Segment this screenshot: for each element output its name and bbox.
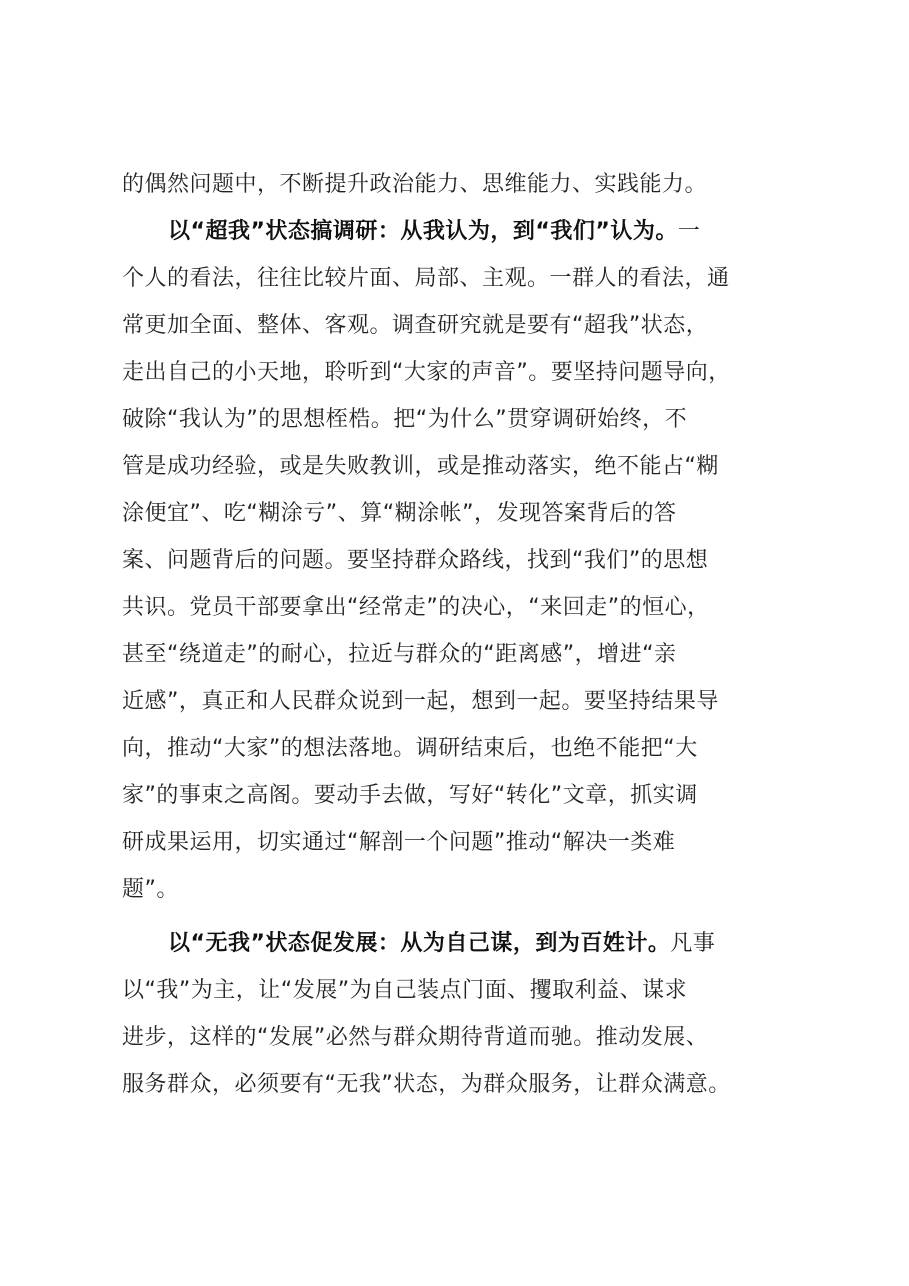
text-line (122, 968, 812, 1014)
text-line (122, 820, 812, 866)
text-line (122, 303, 812, 349)
line-text: 一 (677, 219, 701, 244)
text-line (122, 162, 812, 208)
line-text: 研成果运用，切实通过“解剖一个问题”推动“解决一类难 (122, 830, 676, 855)
text-line (122, 773, 812, 819)
text-line (122, 350, 812, 396)
line-text: 案、问题背后的问题。要坚持群众路线，找到“我们”的思想 (122, 548, 709, 573)
text-line (122, 538, 812, 584)
text-line (122, 867, 812, 913)
text-line (122, 1015, 812, 1061)
line-text: 破除“我认为”的思想桎梏。把“为什么”贯穿调研始终，不 (122, 407, 688, 432)
text-line (122, 679, 812, 725)
line-text: 个人的看法，往往比较片面、局部、主观。一群人的看法，通 (122, 266, 730, 291)
section-heading-line (168, 921, 818, 967)
line-text: 以“我”为主，让“发展”为自己装点门面、攫取利益、谋求 (122, 978, 688, 1003)
line-text: 的偶然问题中，不断提升政治能力、思维能力、实践能力。 (122, 172, 708, 197)
line-text: 走出自己的小天地，聆听到“大家的声音”。要坚持问题导向， (122, 360, 731, 385)
text-line (122, 1062, 812, 1108)
text-line (122, 397, 812, 443)
line-text: 服务群众，必须要有“无我”状态，为群众服务，让群众满意。 (122, 1072, 731, 1097)
text-line (122, 256, 812, 302)
section-heading: 以“超我”状态搞调研：从我认为，到“我们”认为。 (168, 219, 678, 244)
line-text: 常更加全面、整体、客观。调查研究就是要有“超我”状态， (122, 313, 709, 338)
text-line (122, 491, 812, 537)
line-text: 进步，这样的“发展”必然与群众期待背道而驰。推动发展、 (122, 1025, 709, 1050)
section-heading-line (168, 209, 818, 255)
line-text: 涂便宜”、吃“糊涂亏”、算“糊涂帐”，发现答案背后的答 (122, 501, 677, 526)
text-line (122, 444, 812, 490)
line-text: 凡事 (670, 931, 716, 956)
text-line (122, 726, 812, 772)
section-heading: 以“无我”状态促发展：从为自己谋，到为百姓计。 (168, 931, 671, 956)
line-text: 近感”，真正和人民群众说到一起，想到一起。要坚持结果导 (122, 689, 719, 714)
line-text: 甚至“绕道走”的耐心，拉近与群众的“距离感”，增进“亲 (122, 642, 677, 667)
line-text: 向，推动“大家”的想法落地。调研结束后，也绝不能把“大 (122, 736, 698, 761)
text-line (122, 632, 812, 678)
text-line (122, 585, 812, 631)
line-text: 管是成功经验，或是失败教训，或是推动落实，绝不能占“糊 (122, 454, 719, 479)
line-text: 共识。党员干部要拿出“经常走”的决心，“来回走”的恒心， (122, 595, 710, 620)
line-text: 家”的事束之高阁。要动手去做，写好“转化”文章，抓实调 (122, 783, 698, 808)
line-text: 题”。 (122, 877, 179, 902)
